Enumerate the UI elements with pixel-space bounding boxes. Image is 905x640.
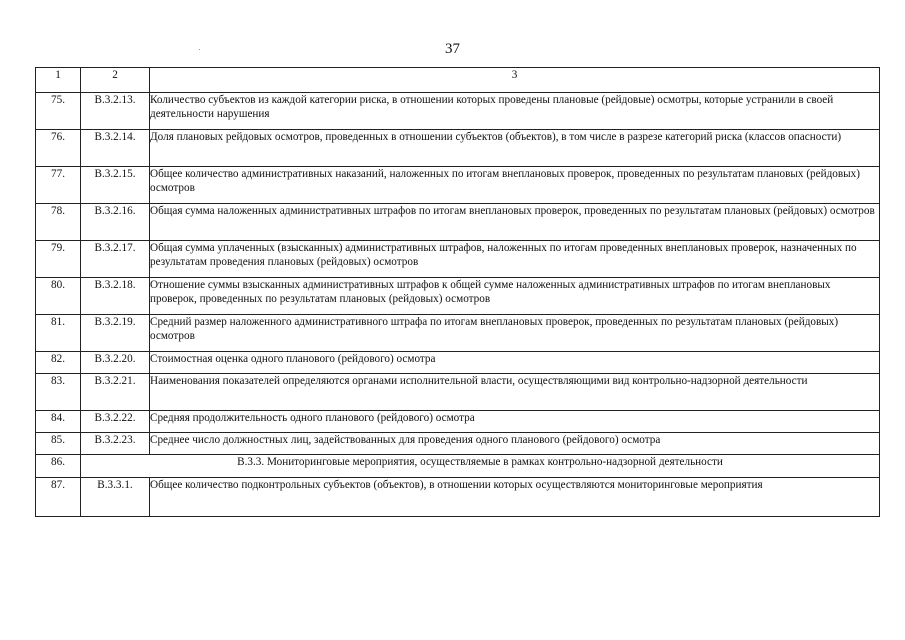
table-row [36,315,880,352]
table-row [36,478,880,517]
column-header-2: 2 [81,68,150,93]
indicator-code: В.3.2.16. [81,204,150,241]
indicator-description: Общая сумма наложенных административных штрафов по итогам внеплановых проверок, проведенных по результатам плановых (рейдовых) осмотров [150,204,880,241]
section-row [36,455,880,478]
table-row [36,241,880,278]
indicator-description: Стоимостная оценка одного планового (рейдового) осмотра [150,352,880,374]
table-header-row [36,68,880,93]
row-number: 83. [36,374,81,411]
column-header-3: 3 [150,68,880,93]
table-row [36,411,880,433]
table-row [36,278,880,315]
page-number: 37 [445,41,460,57]
row-number: 79. [36,241,81,278]
row-number: 78. [36,204,81,241]
row-number: 85. [36,433,81,455]
indicator-description: Среднее число должностных лиц, задействованных для проведения одного планового (рейдового) осмотра [150,433,880,455]
row-number: 84. [36,411,81,433]
row-number: 86. [36,455,81,478]
indicator-description: Доля плановых рейдовых осмотров, проведенных в отношении субъектов (объектов), в том числе в разрезе категорий риска (классов опасности) [150,130,880,167]
indicator-description: Количество субъектов из каждой категории риска, в отношении которых проведены плановые (рейдовые) осмотры, которые устранили в своей деятельности нарушения [150,93,880,130]
table-row [36,433,880,455]
table-row [36,352,880,374]
indicator-description: Наименования показателей определяются органами исполнительной власти, осуществляющими вид контрольно-надзорной деятельности [150,374,880,411]
section-heading: В.3.3. Мониторинговые мероприятия, осуществляемые в рамках контрольно-надзорной деятельности [81,455,880,478]
row-number: 82. [36,352,81,374]
column-header-1: 1 [36,68,81,93]
indicator-code: В.3.2.19. [81,315,150,352]
indicator-code: В.3.2.18. [81,278,150,315]
table-row [36,374,880,411]
indicator-description: Общее количество административных наказаний, наложенных по итогам внеплановых проверок, проведенных по результатам плановых (рейдовых) осмотров [150,167,880,204]
indicator-code: В.3.2.14. [81,130,150,167]
indicator-code: В.3.2.20. [81,352,150,374]
row-number: 81. [36,315,81,352]
indicator-code: В.3.2.23. [81,433,150,455]
row-number: 75. [36,93,81,130]
table-row [36,130,880,167]
row-number: 77. [36,167,81,204]
indicator-description: Средний размер наложенного административного штрафа по итогам внеплановых проверок, проведенных по результатам плановых (рейдовых) осмотров [150,315,880,352]
row-number: 87. [36,478,81,517]
indicator-code: В.3.2.21. [81,374,150,411]
indicator-code: В.3.2.17. [81,241,150,278]
indicator-description: Средняя продолжительность одного планового (рейдового) осмотра [150,411,880,433]
scan-speck [199,49,200,50]
indicator-description: Общее количество подконтрольных субъектов (объектов), в отношении которых осуществляются мониторинговые мероприятия [150,478,880,517]
indicator-code: В.3.2.13. [81,93,150,130]
indicators-table [35,67,880,517]
table-row [36,167,880,204]
row-number: 76. [36,130,81,167]
indicator-description: Общая сумма уплаченных (взысканных) административных штрафов, наложенных по итогам проведенных внеплановых проверок, назначенных по результатам проведения плановых (рейдовых) осмотров [150,241,880,278]
row-number: 80. [36,278,81,315]
table-row [36,204,880,241]
indicator-code: В.3.2.22. [81,411,150,433]
table-row [36,93,880,130]
indicator-code: В.3.2.15. [81,167,150,204]
indicator-code: В.3.3.1. [81,478,150,517]
indicator-description: Отношение суммы взысканных административных штрафов к общей сумме наложенных административных штрафов по итогам внеплановых проверок, проведенных по результатам плановых (рейдовых) осмотров [150,278,880,315]
